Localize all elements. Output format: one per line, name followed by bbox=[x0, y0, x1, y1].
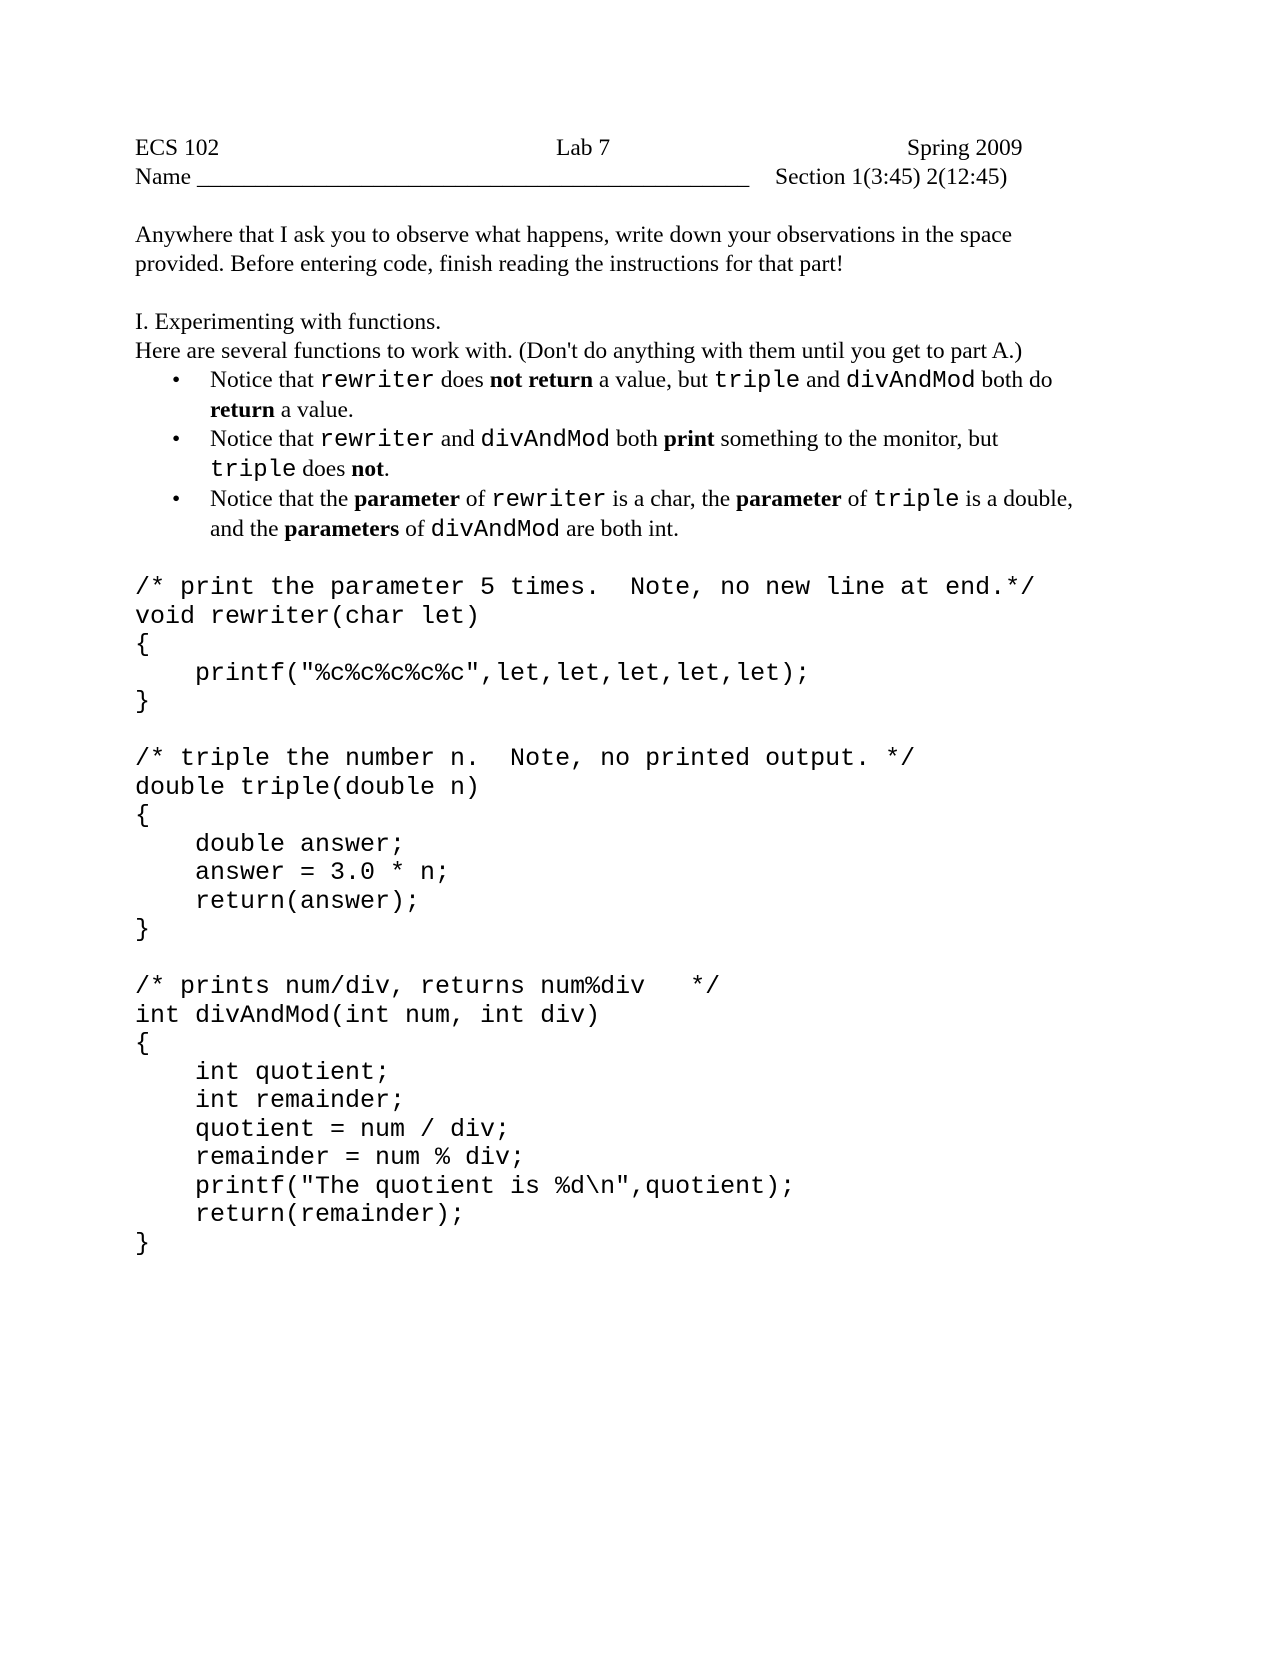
header-row-2 bbox=[135, 163, 1135, 192]
course-label: ECS 102 bbox=[135, 135, 220, 161]
code-block-triple bbox=[135, 745, 1135, 945]
code-comment: /* triple the number n. Note, no printed output. */ bbox=[135, 744, 916, 773]
name-blank-line: _______________________________________________ bbox=[197, 164, 750, 190]
code-comment: /* print the parameter 5 times. Note, no new line at end.*/ bbox=[135, 573, 1036, 602]
code-block-rewriter bbox=[135, 574, 1135, 717]
code-line: quotient = num / div; bbox=[195, 1114, 511, 1144]
code-brace-close: } bbox=[135, 915, 151, 944]
bullet-icon: • bbox=[172, 486, 181, 512]
code-signature: int divAndMod(int num, int div) bbox=[135, 1000, 601, 1030]
code-comment: /* prints num/div, returns num%div */ bbox=[135, 972, 721, 1001]
code-signature: void rewriter(char let) bbox=[135, 601, 481, 631]
code-line: printf("%c%c%c%c%c",let,let,let,let,let); bbox=[195, 658, 811, 688]
part-1-subtitle: Here are several functions to work with. (Don't do anything with them until you get to part A.) bbox=[135, 338, 1023, 364]
intro-paragraph bbox=[135, 221, 1135, 279]
code-line: return(answer); bbox=[195, 886, 421, 916]
bullet-icon: • bbox=[172, 426, 181, 452]
note-item-2: • Notice that rewriter and divAndMod both print something to the monitor, but triple does not. bbox=[172, 426, 999, 484]
code-line: printf("The quotient is %d\n",quotient); bbox=[195, 1171, 796, 1201]
lab-label: Lab 7 bbox=[556, 135, 611, 161]
code-line: return(remainder); bbox=[195, 1200, 466, 1229]
code-brace-close: } bbox=[135, 687, 151, 716]
code-line: int quotient; bbox=[195, 1057, 391, 1087]
note-item-3: • Notice that the parameter of rewriter is a char, the parameter of triple is a double, and the parameters of divAndMod are both int. bbox=[172, 486, 1074, 544]
code-line: answer = 3.0 * n; bbox=[195, 858, 451, 887]
document-page bbox=[135, 134, 1135, 1287]
code-line: int remainder; bbox=[195, 1086, 406, 1115]
code-brace-close: } bbox=[135, 1228, 151, 1258]
term-label: Spring 2009 bbox=[907, 135, 1023, 161]
code-listing bbox=[135, 574, 1135, 1258]
part-1-title: I. Experimenting with functions. bbox=[135, 309, 442, 335]
part-1-heading bbox=[135, 308, 1135, 366]
intro-line-2: provided. Before entering code, finish reading the instructions for that part! bbox=[135, 251, 844, 277]
bullet-icon: • bbox=[172, 367, 181, 393]
code-brace-open: { bbox=[135, 1029, 151, 1058]
section-label: Section 1(3:45) 2(12:45) bbox=[775, 164, 1008, 190]
code-brace-open: { bbox=[135, 801, 151, 830]
code-signature: double triple(double n) bbox=[135, 772, 481, 802]
header-row-1 bbox=[135, 134, 1135, 163]
code-brace-open: { bbox=[135, 630, 151, 659]
code-block-divandmod bbox=[135, 973, 1135, 1258]
intro-line-1: Anywhere that I ask you to observe what happens, write down your observations in the space bbox=[135, 222, 1013, 248]
code-line: double answer; bbox=[195, 829, 406, 859]
code-line: remainder = num % div; bbox=[195, 1143, 526, 1172]
note-item-1: • Notice that rewriter does not return a value, but triple and divAndMod both do return a value. bbox=[172, 367, 1053, 423]
name-label: Name bbox=[135, 164, 192, 190]
notes-list bbox=[135, 366, 1135, 545]
